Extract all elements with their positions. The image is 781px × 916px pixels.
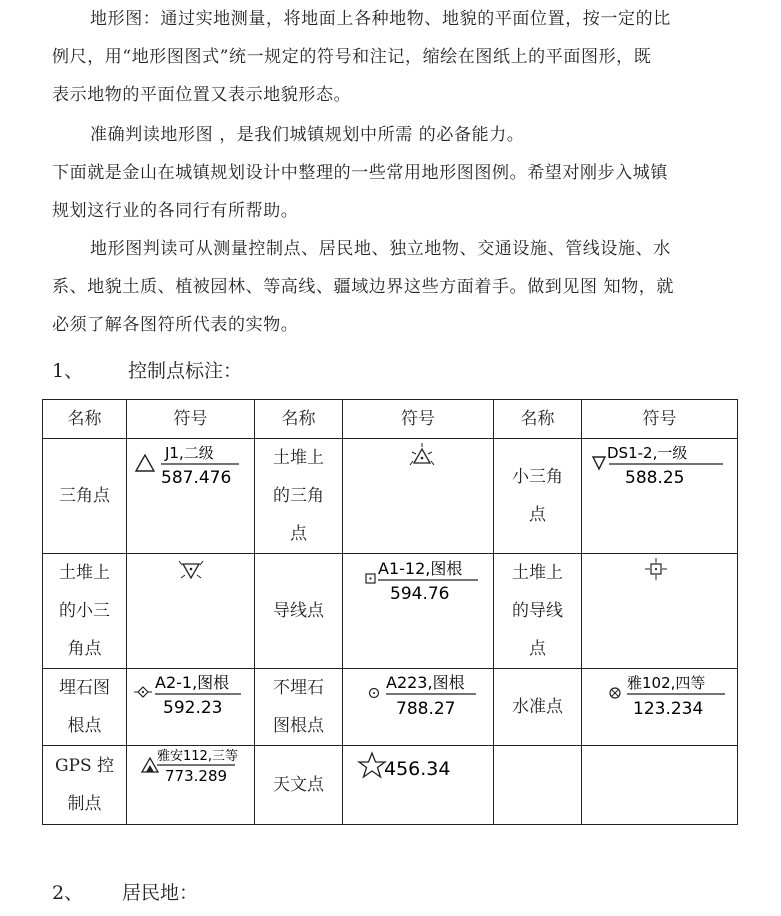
name-cell xyxy=(43,439,127,554)
name-text: 根点 xyxy=(67,716,102,736)
name-text: 图根点 xyxy=(273,716,324,736)
elevation-value: 123.234 xyxy=(632,699,703,719)
table-header-row xyxy=(43,400,738,439)
paragraph-definition xyxy=(52,0,742,114)
symbol-cell xyxy=(582,669,738,746)
section-1-heading xyxy=(52,356,242,383)
paragraph-method xyxy=(52,230,742,344)
header-name: 名称 xyxy=(255,400,343,439)
name-cell xyxy=(43,669,127,746)
name-text: 制点 xyxy=(67,794,102,814)
symbol-cell xyxy=(127,669,255,746)
table-row xyxy=(43,746,738,825)
name-text: 点 xyxy=(529,639,546,659)
triangle-icon xyxy=(131,439,251,499)
text-line: 例尺，用“地形图图式”统一规定的符号和注记，缩绘在图纸上的平面图形，既 xyxy=(52,47,652,67)
name-text: 小三角 xyxy=(512,467,563,487)
name-text: 土堆上 xyxy=(59,563,110,583)
section-number: 2、 xyxy=(52,882,84,904)
name-text: 导线点 xyxy=(273,601,324,621)
name-text: 土堆上 xyxy=(512,563,563,583)
point-label: A1-12,图根 xyxy=(377,559,462,578)
header-symbol: 符号 xyxy=(343,400,494,439)
section-number: 1、 xyxy=(52,360,84,382)
paragraph-purpose xyxy=(52,116,742,230)
text-line: 必须了解各图符所代表的实物。 xyxy=(52,315,299,335)
symbol-cell xyxy=(127,554,255,669)
name-cell xyxy=(494,439,582,554)
name-cell xyxy=(494,669,582,746)
symbol-cell xyxy=(343,746,494,825)
text-line: 下面就是金山在城镇规划设计中整理的一些常用地形图图例。希望对刚步入城镇 xyxy=(52,163,668,183)
header-symbol: 符号 xyxy=(127,400,255,439)
name-text: 埋石图 xyxy=(59,678,110,698)
text-line: 规划这行业的各同行有所帮助。 xyxy=(52,201,299,221)
name-text: 土堆上 xyxy=(273,448,324,468)
mound-small-triangle-icon xyxy=(131,554,251,594)
point-label: 雅102,四等 xyxy=(626,674,705,692)
name-cell xyxy=(255,439,343,554)
symbol-cell xyxy=(343,554,494,669)
table-row xyxy=(43,554,738,669)
name-text: GPS 控 xyxy=(54,756,115,776)
elevation-value: 588.25 xyxy=(624,468,684,488)
empty-cell xyxy=(582,746,738,825)
section-title: 居民地： xyxy=(122,882,199,904)
gps-triangle-icon xyxy=(131,746,251,806)
benchmark-icon xyxy=(585,669,735,729)
empty-cell xyxy=(494,746,582,825)
header-name: 名称 xyxy=(43,400,127,439)
name-cell xyxy=(43,746,127,825)
name-text: 水准点 xyxy=(512,697,563,717)
name-cell xyxy=(43,554,127,669)
name-text: 天文点 xyxy=(273,775,324,795)
header-name: 名称 xyxy=(494,400,582,439)
name-text: 点 xyxy=(290,524,307,544)
name-cell xyxy=(255,746,343,825)
point-label: 雅安112,三等 xyxy=(156,749,238,764)
table-row xyxy=(43,439,738,554)
symbol-cell xyxy=(582,554,738,669)
name-cell xyxy=(255,554,343,669)
point-label: A2-1,图根 xyxy=(154,673,229,692)
symbol-cell xyxy=(343,669,494,746)
elevation-value: 592.23 xyxy=(162,698,222,718)
symbol-cell xyxy=(343,439,494,554)
name-cell xyxy=(494,554,582,669)
buried-stone-icon xyxy=(131,669,251,729)
table-row xyxy=(43,669,738,746)
small-triangle-icon xyxy=(585,439,735,499)
section-title: 控制点标注： xyxy=(128,360,243,382)
traverse-square-icon xyxy=(346,554,491,614)
text-line: 地形图：通过实地测量，将地面上各种地物、地貌的平面位置，按一定的比 xyxy=(90,9,671,29)
text-line: 准确判读地形图 ，是我们城镇规划中所需 的必备能力。 xyxy=(90,125,525,145)
name-text: 三角点 xyxy=(59,486,110,506)
elevation-value: 594.76 xyxy=(389,584,449,604)
header-symbol: 符号 xyxy=(582,400,738,439)
name-text: 不埋石 xyxy=(273,678,324,698)
name-cell xyxy=(255,669,343,746)
section-2-heading xyxy=(52,878,198,905)
elevation-value: 788.27 xyxy=(395,699,455,719)
name-text: 角点 xyxy=(67,639,102,659)
text-line: 地形图判读可从测量控制点、居民地、独立地物、交通设施、管线设施、水 xyxy=(90,239,671,259)
mound-traverse-icon xyxy=(585,554,735,594)
point-label: DS1-2,一级 xyxy=(606,444,687,462)
mound-triangle-icon xyxy=(348,439,488,479)
symbol-cell xyxy=(127,746,255,825)
text-line: 系、地貌土质、植被园林、等高线、疆域边界这些方面着手。做到见图 知物，就 xyxy=(52,277,675,297)
circle-point-icon xyxy=(346,669,491,729)
name-text: 的小三 xyxy=(59,601,110,621)
point-label: A223,图根 xyxy=(385,673,465,692)
symbol-cell xyxy=(582,439,738,554)
name-text: 点 xyxy=(529,505,546,525)
name-text: 的导线 xyxy=(512,601,563,621)
name-text: 的三角 xyxy=(273,486,324,506)
symbol-cell xyxy=(127,439,255,554)
star-icon xyxy=(346,746,491,786)
elevation-value: 587.476 xyxy=(160,468,231,488)
elevation-value: 456.34 xyxy=(383,758,450,780)
point-label: J1,二级 xyxy=(164,444,214,462)
text-line: 表示地物的平面位置又表示地貌形态。 xyxy=(52,85,352,105)
control-point-legend-table xyxy=(42,399,738,825)
elevation-value: 773.289 xyxy=(164,767,227,785)
